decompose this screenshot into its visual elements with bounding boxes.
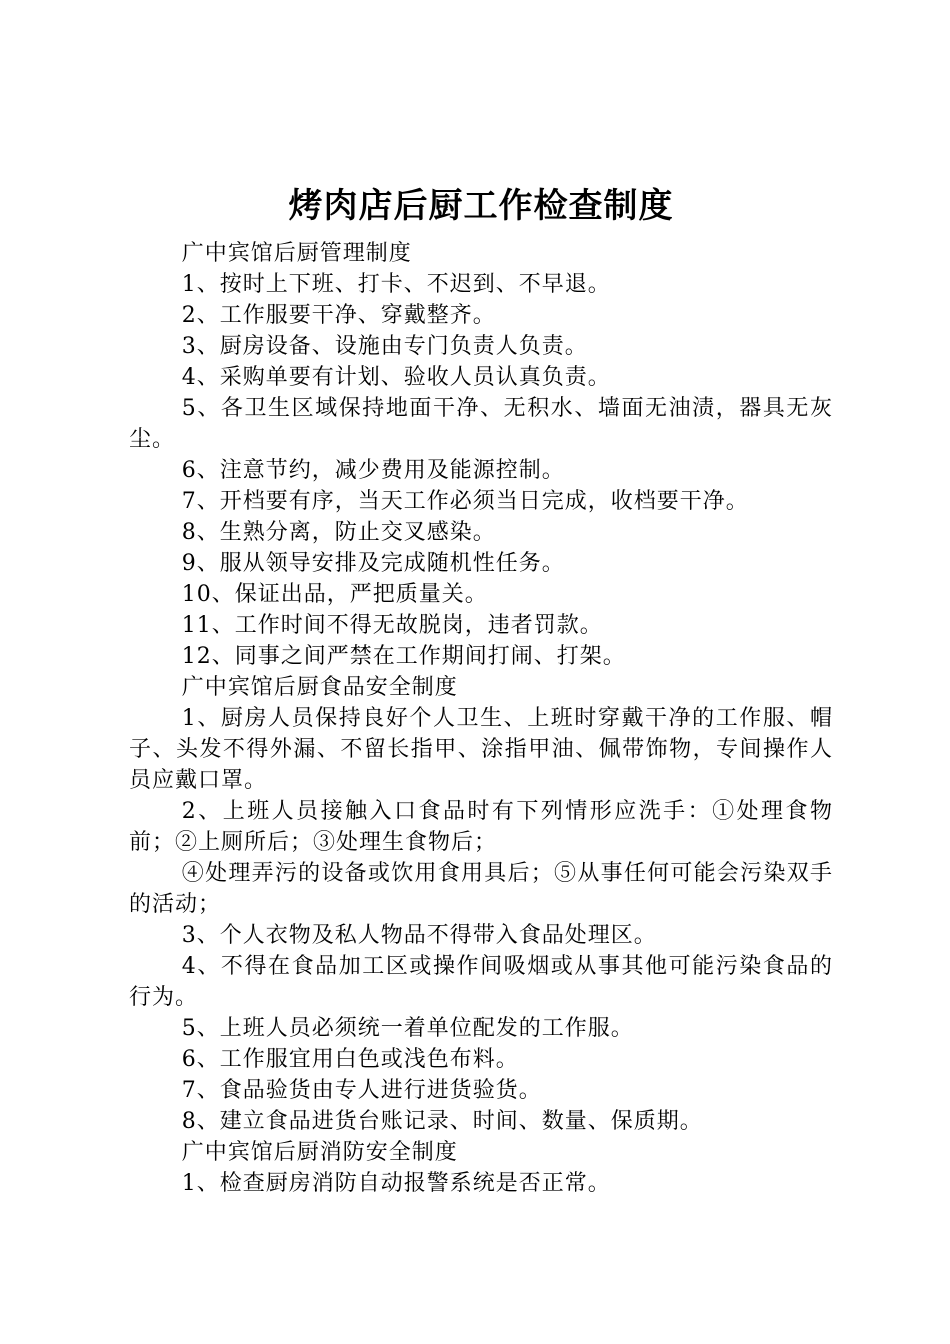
paragraph: 5、各卫生区域保持地面干净、无积水、墙面无油渍，器具无灰尘。 (129, 396, 833, 452)
paragraph: 4、不得在食品加工区或操作间吸烟或从事其他可能污染食品的行为。 (129, 954, 833, 1010)
document-title: 烤肉店后厨工作检查制度 (288, 186, 674, 226)
section-heading-food-safety: 广中宾馆后厨食品安全制度 (181, 675, 458, 700)
section-heading-management: 广中宾馆后厨管理制度 (181, 241, 412, 266)
paragraph: 8、建立食品进货台账记录、时间、数量、保质期。 (181, 1109, 703, 1134)
paragraph: 2、上班人员接触入口食品时有下列情形应洗手：①处理食物前；②上厕所后；③处理生食物后； (129, 799, 833, 855)
document-body (129, 238, 833, 1199)
paragraph: 3、个人衣物及私人物品不得带入食品处理区。 (181, 923, 657, 948)
paragraph: 11、工作时间不得无故脱岗，违者罚款。 (181, 613, 603, 638)
paragraph: 6、注意节约，减少费用及能源控制。 (181, 458, 565, 483)
paragraph: 7、食品验货由专人进行进货验货。 (181, 1078, 542, 1103)
paragraph: 1、按时上下班、打卡、不迟到、不早退。 (181, 272, 611, 297)
paragraph: ④处理弄污的设备或饮用食用具后；⑤从事任何可能会污染双手的活动； (129, 861, 833, 917)
paragraph: 4、采购单要有计划、验收人员认真负责。 (181, 365, 611, 390)
paragraph: 9、服从领导安排及完成随机性任务。 (181, 551, 565, 576)
document-page (129, 184, 833, 1199)
paragraph: 1、厨房人员保持良好个人卫生、上班时穿戴干净的工作服、帽子、头发不得外漏、不留长指甲、涂指甲油、佩带饰物，专间操作人员应戴口罩。 (129, 706, 833, 793)
paragraph: 2、工作服要干净、穿戴整齐。 (181, 303, 496, 328)
paragraph: 6、工作服宜用白色或浅色布料。 (181, 1047, 519, 1072)
paragraph: 3、厨房设备、设施由专门负责人负责。 (181, 334, 588, 359)
section-heading-fire-safety: 广中宾馆后厨消防安全制度 (181, 1140, 458, 1165)
paragraph: 12、同事之间严禁在工作期间打闹、打架。 (181, 644, 626, 669)
paragraph: 7、开档要有序，当天工作必须当日完成，收档要干净。 (181, 489, 749, 514)
paragraph: 10、保证出品，严把质量关。 (181, 582, 488, 607)
paragraph: 1、检查厨房消防自动报警系统是否正常。 (181, 1171, 611, 1196)
paragraph: 8、生熟分离，防止交叉感染。 (181, 520, 496, 545)
paragraph: 5、上班人员必须统一着单位配发的工作服。 (181, 1016, 634, 1041)
